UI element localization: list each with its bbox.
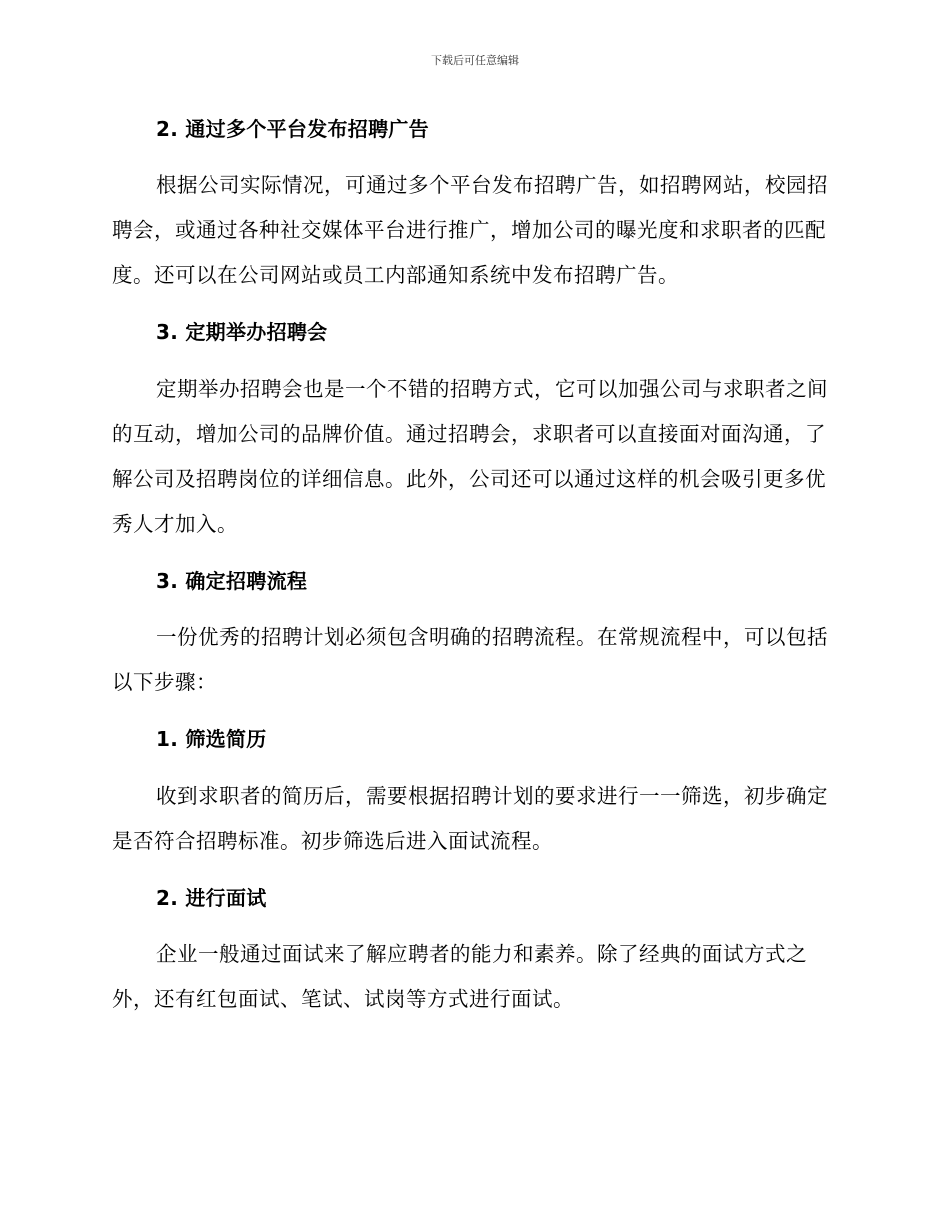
section-heading-interview: 2. 进行面试 [156,886,267,910]
section-heading-job-fair: 3. 定期举办招聘会 [156,320,328,344]
section-paragraph-screen-resumes: 收到求职者的简历后，需要根据招聘计划的要求进行一一筛选，初步确定是否符合招聘标准。初步筛选后进入面试流程。 [112,784,828,853]
section-paragraph-publish-ads: 根据公司实际情况，可通过多个平台发布招聘广告，如招聘网站，校园招聘会，或通过各种社交媒体平台进行推广，增加公司的曝光度和求职者的匹配度。还可以在公司网站或员工内部通知系统中发布招聘广告。 [112,173,828,287]
section-paragraph-interview: 企业一般通过面试来了解应聘者的能力和素养。除了经典的面试方式之外，还有红包面试、笔试、试岗等方式进行面试。 [112,942,807,1011]
section-heading-screen-resumes: 1. 筛选简历 [156,727,267,751]
document-body [112,112,832,1022]
page-header: 下载后可任意编辑 [431,54,519,67]
section-heading-recruit-process: 3. 确定招聘流程 [156,569,308,593]
section-paragraph-recruit-process: 一份优秀的招聘计划必须包含明确的招聘流程。在常规流程中，可以包括以下步骤： [112,625,828,694]
section-heading-publish-ads: 2. 通过多个平台发布招聘广告 [156,117,429,141]
section-paragraph-job-fair: 定期举办招聘会也是一个不错的招聘方式，它可以加强公司与求职者之间的互动，增加公司的品牌价值。通过招聘会，求职者可以直接面对面沟通，了解公司及招聘岗位的详细信息。此外，公司还可以通过这样的机会吸引更多优秀人才加入。 [112,377,828,536]
